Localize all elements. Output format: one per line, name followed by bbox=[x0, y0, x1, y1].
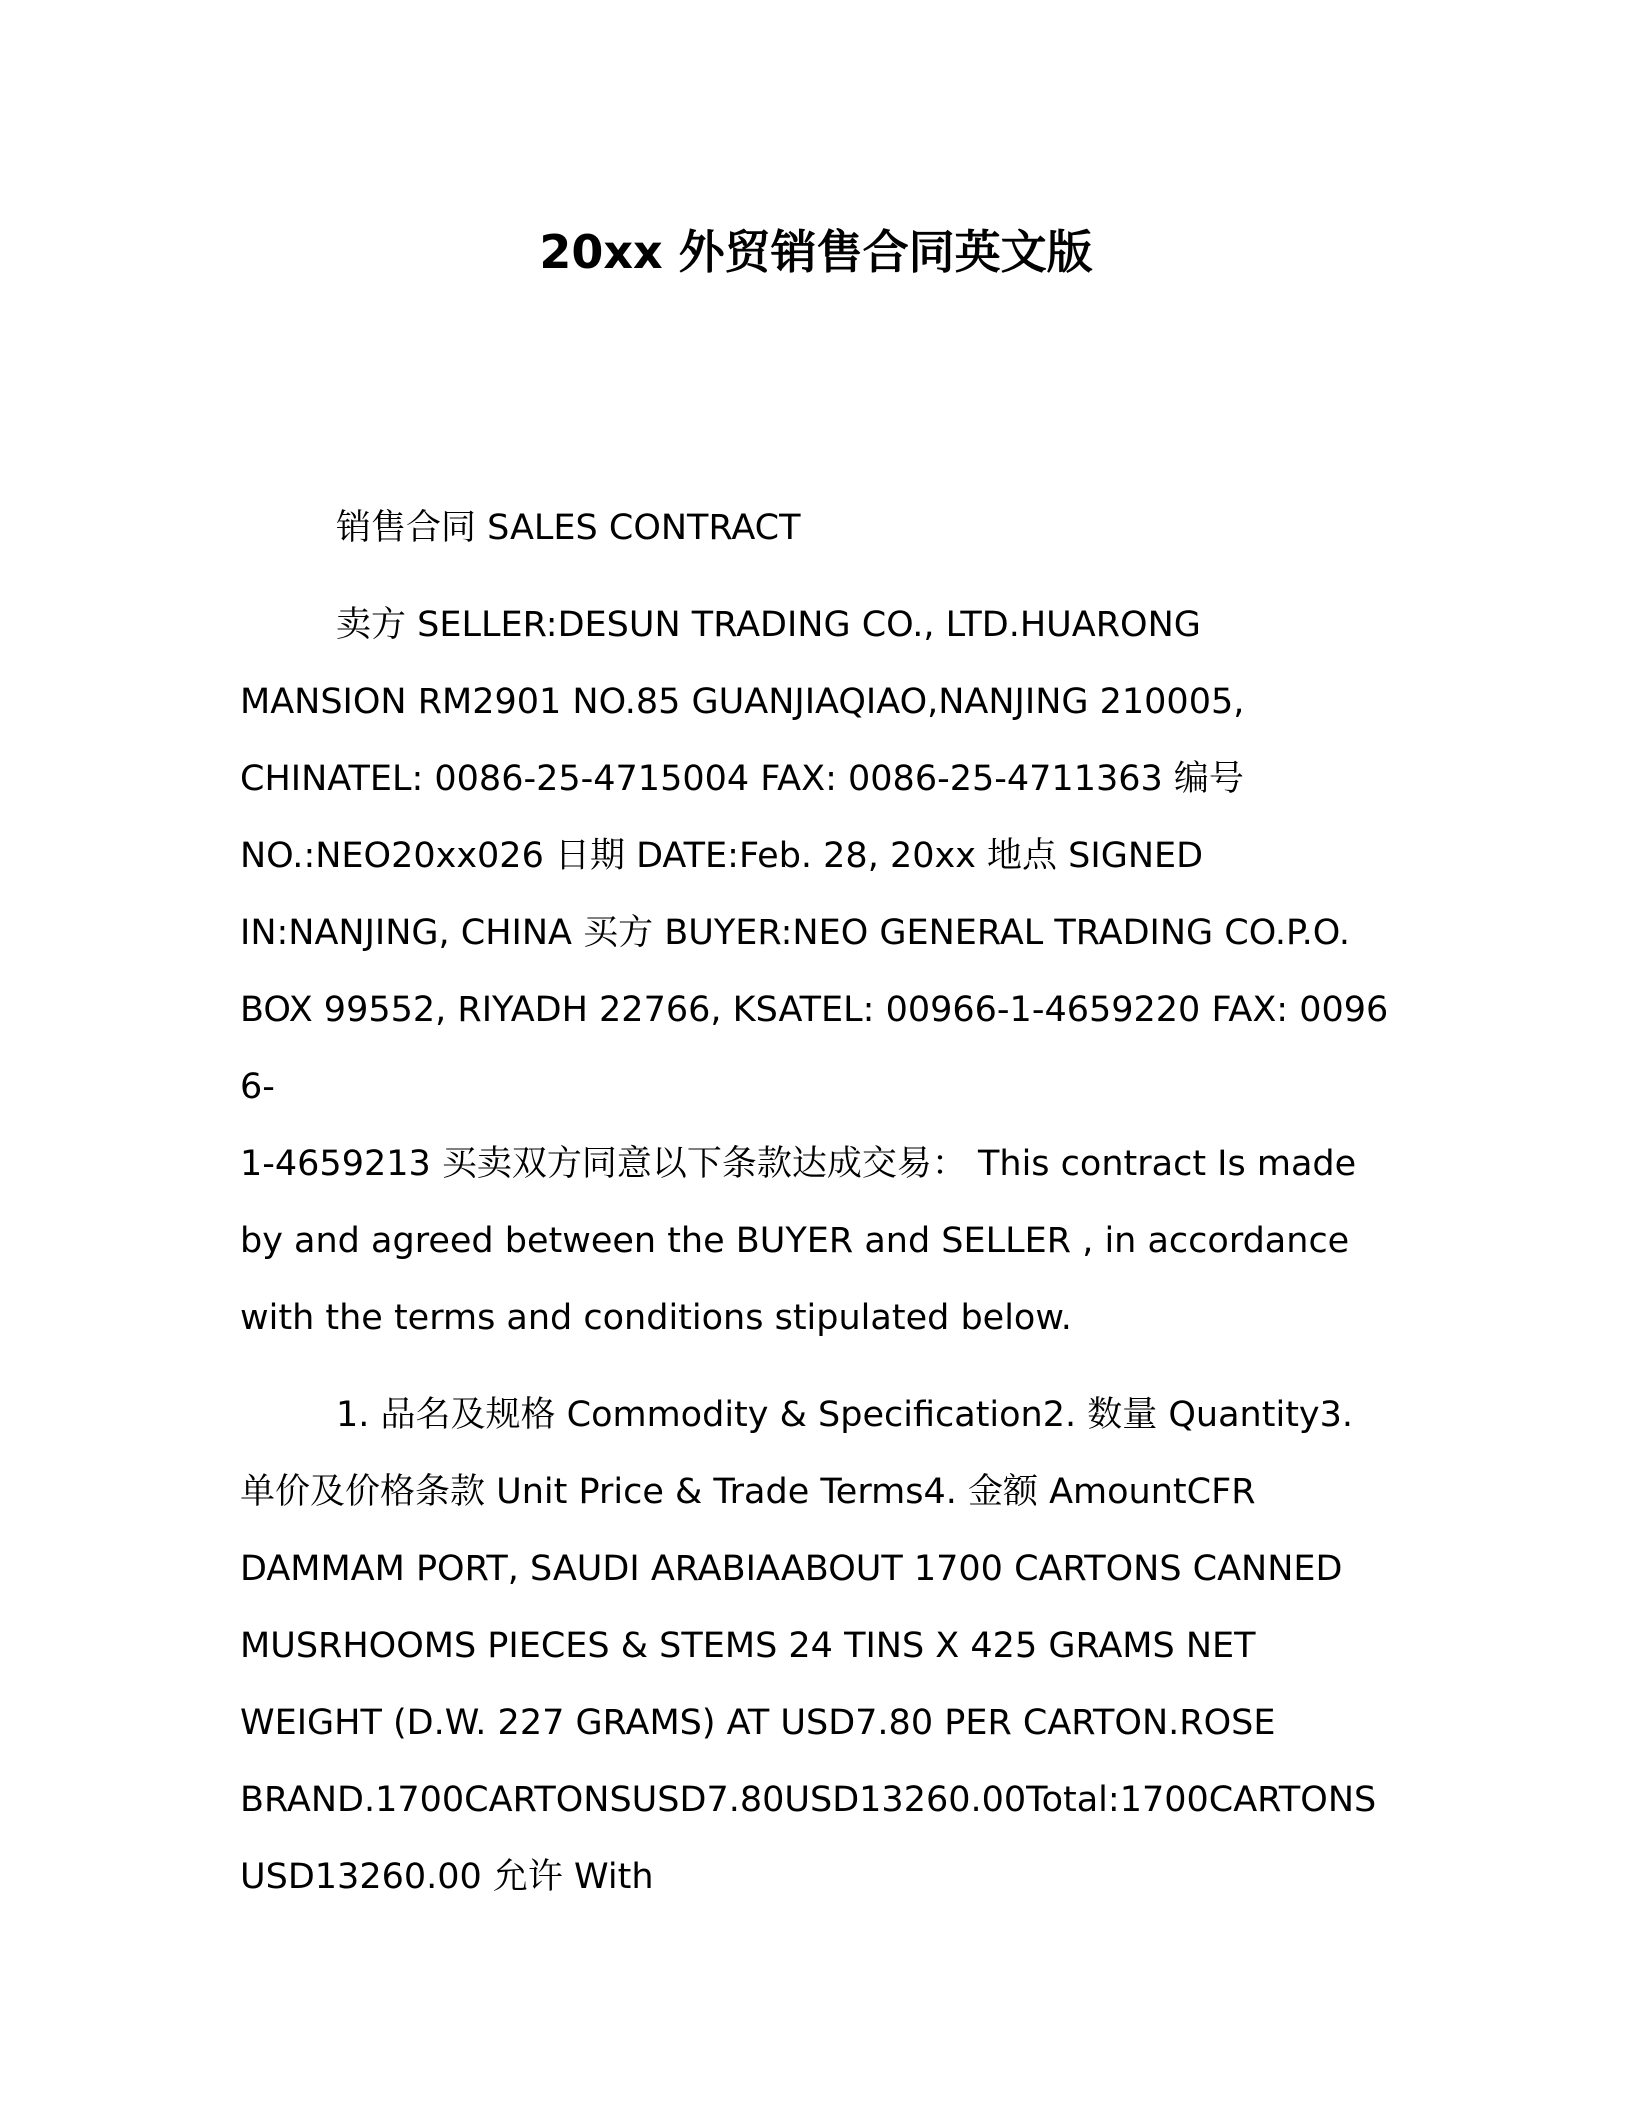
document-body bbox=[240, 490, 1400, 1936]
paragraph-parties: 卖方 SELLER:DESUN TRADING CO., LTD.HUARONG MANSION RM2901 NO.85 GUANJIAQIAO,NANJING 210005, CHINATEL: 0086-25-4715004 FAX: 0086-25-4711363 编号 NO.:NEO20xx026 日期 DATE:Feb. 28, 20xx 地点 SIGNED IN:NANJING, CHINA 买方 BUYER:NEO GENERAL TRADING CO.P.O. BOX 99552, RIYADH 22766, KSATEL: 00966-1-4659220 FAX: 00966- 1-4659213 买卖双方同意以下条款达成交易： This contract Is made by and agreed between the BUYER and SELLER , in accordance with the terms and conditions stipulated below. bbox=[240, 605, 1389, 1338]
paragraph-commodity-terms: 1. 品名及规格 Commodity & Specification2. 数量 Quantity3. 单价及价格条款 Unit Price & Trade Terms4. 金额 AmountCFR DAMMAM PORT, SAUDI ARABIAABOUT 1700 CARTONS CANNED MUSRHOOMS PIECES & STEMS 24 TINS X 425 GRAMS NET WEIGHT (D.W. 227 GRAMS) AT USD7.80 PER CARTON.ROSE BRAND.1700CARTONSUSD7.80USD13260.00Total:1700CARTONS USD13260.00 允许 With bbox=[240, 1395, 1377, 1897]
paragraph-contract-heading: 销售合同 SALES CONTRACT bbox=[336, 508, 801, 548]
document-title: 20xx 外贸销售合同英文版 bbox=[539, 225, 1093, 279]
